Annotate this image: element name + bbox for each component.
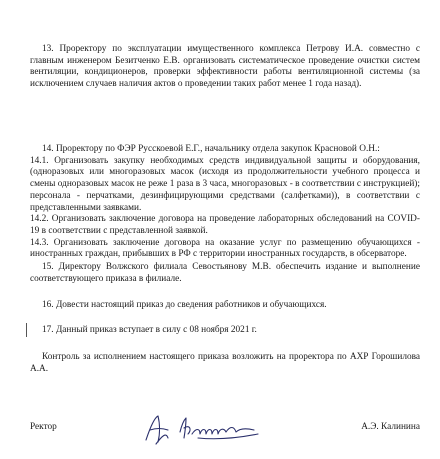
margin-mark	[26, 323, 27, 337]
control-clause-text: Контроль за исполнением настоящего приказа возложить на проректора по АХР Горошилова А.А.	[30, 352, 420, 374]
item-17-text: 17. Данный приказ вступает в силу с 08 ноября 2021 г.	[42, 325, 257, 335]
item-14	[30, 144, 420, 261]
item-13	[30, 44, 420, 91]
item-16-text: 16. Довести настоящий приказ до сведения работников и обучающихся.	[42, 300, 327, 310]
item-13-text: 13. Проректору по эксплуатации имущественного комплекса Петрову И.А. совместно с главным инженером Безитченко Е.В. организовать систематическое проведение очистки систем вентиляции, кондиционеров, проверки эффективности работы вентиляционной системы (за исключением случаев наличия актов о проведении таких работ менее 1 года назад).	[30, 44, 420, 90]
item-16	[30, 300, 420, 312]
item-14-3: 14.3. Организовать заключение договора на оказание услуг по размещению обучающихся - иностранных граждан, прибывших в РФ с территории иностранных государств, в обсерваторе.	[30, 237, 420, 260]
item-17	[30, 325, 420, 337]
handwritten-signature	[138, 410, 268, 446]
item-14-2: 14.2. Организовать заключение договора на проведение лабораторных обследований на COVID-19 в соответствии с представленной заявкой.	[30, 214, 420, 236]
item-14-1: 14.1. Организовать закупку необходимых средств индивидуальной защиты и оборудования, (одноразовых или многоразовых масок (исходя из продолжительности учебного процесса и смены одноразовых масок не реже 1 раза в 3 часа, многоразовых - в соответствии с инструкцией); персонала - перчатками, дезинфицирующими средствами (салфетками)), в соответствии с представленными заявками.	[30, 155, 420, 213]
item-15-text: 15. Директору Волжского филиала Севостьянову М.В. обеспечить издание и выполнение соответствующего приказа в филиале.	[30, 262, 420, 284]
signature-block	[30, 418, 420, 448]
position-title: Ректор	[30, 422, 57, 432]
signer-name: А.Э. Калинина	[361, 422, 420, 432]
control-clause	[30, 352, 420, 375]
item-14-intro: 14. Проректору по ФЭР Русскоевой Е.Г., начальнику отдела закупок Красновой О.Н.:	[42, 144, 380, 154]
item-15	[30, 262, 420, 285]
